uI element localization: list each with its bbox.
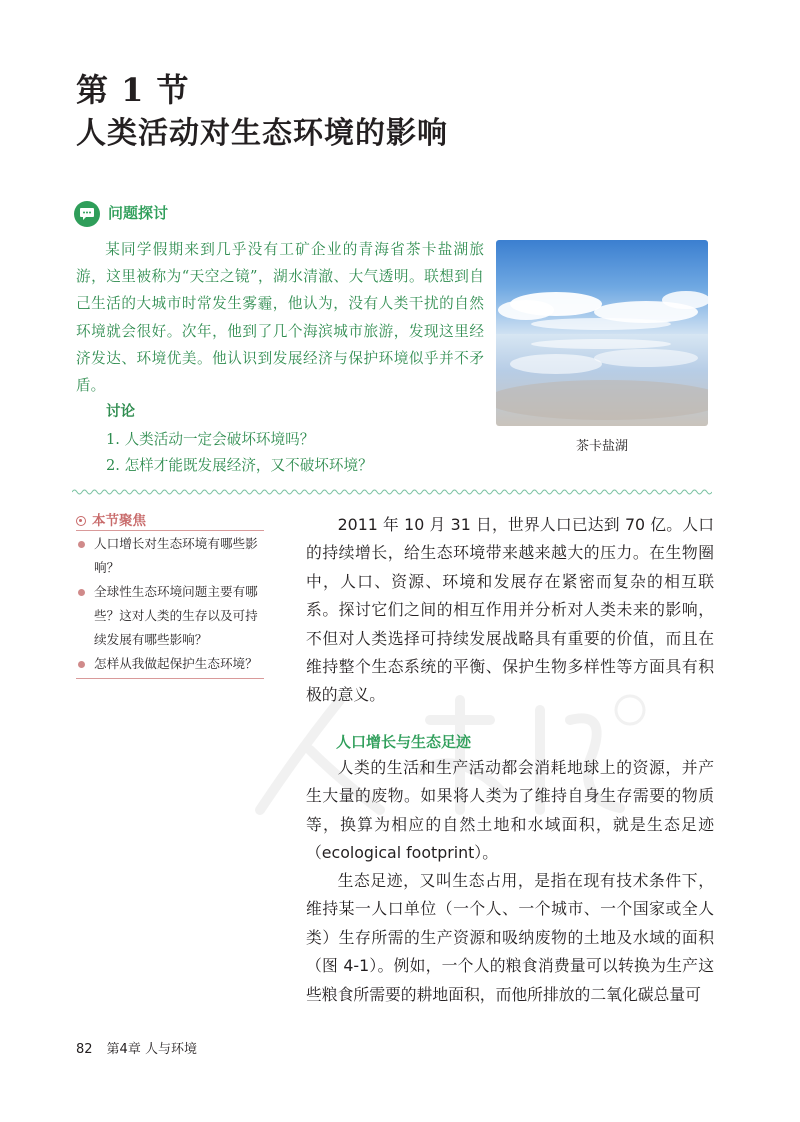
focus-bottom-rule: [76, 678, 264, 679]
chapter-label: 第4章 人与环境: [106, 1042, 197, 1057]
section-title: 人口增长与生态足迹: [336, 733, 472, 751]
focus-item: 怎样从我做起保护生态环境？: [76, 652, 266, 676]
intro-paragraph: 2011 年 10 月 31 日，世界人口已达到 70 亿。人口的持续增长，给生态环境带来越来越大的压力。在生物圈中，人口、资源、环境和发展存在紧密而复杂的相互联系。探讨它们之间的相互作用并分析对人类未来的影响，不但对人类选择可持续发展战略具有重要的价值，而且在维持整个生态系统的平衡、保护生物多样性等方面具有积极的意义。: [306, 515, 714, 705]
focus-top-rule: [76, 530, 264, 531]
page-title: 人类活动对生态环境的影响: [76, 116, 448, 151]
section-number: 第 1 节: [76, 71, 190, 109]
body-paragraph: 生态足迹，又叫生态占用，是指在现有技术条件下，维持某一人口单位（一个人、一个城市、一个国家或全人类）生存所需的生产资源和吸纳废物的土地及水域的面积（图 4-1）。例如，一个人的粮食消费量可以转换为生产这些粮食所需要的耕地面积，而他所排放的二氧化碳总量可: [306, 871, 714, 1004]
focus-header: [76, 512, 146, 530]
photo-caption: 茶卡盐湖: [575, 439, 628, 454]
inquiry-title: 问题探讨: [108, 204, 169, 222]
page-footer: [76, 1041, 197, 1059]
focus-item: 全球性生态环境问题主要有哪些？这对人类的生存以及可持续发展有哪些影响？: [76, 580, 266, 652]
focus-title: 本节聚焦: [92, 513, 146, 529]
target-icon: [76, 516, 86, 526]
discussion-question: 1. 人类活动一定会破坏环境吗？: [106, 431, 315, 448]
focus-item: 人口增长对生态环境有哪些影响？: [76, 532, 266, 580]
focus-list: [76, 532, 266, 676]
chat-bubble-icon: [74, 201, 100, 227]
salt-lake-photo: [496, 240, 708, 426]
discussion-question: 2. 怎样才能既发展经济，又不破坏环境？: [106, 457, 373, 474]
page-number: 82: [76, 1042, 93, 1057]
wavy-divider: [72, 482, 712, 492]
discussion-title: 讨论: [106, 404, 135, 420]
inquiry-paragraph: 某同学假期来到几乎没有工矿企业的青海省茶卡盐湖旅游，这里被称为“天空之镜”，湖水清澈、大气透明。联想到自己生活的大城市时常发生雾霾，他认为，没有人类干扰的自然环境就会很好。次年，他到了几个海滨城市旅游，发现这里经济发达、环境优美。他认识到发展经济与保护环境似乎并不矛盾。: [76, 241, 484, 395]
body-paragraph: 人类的生活和生产活动都会消耗地球上的资源，并产生大量的废物。如果将人类为了维持自身生存需要的物质等，换算为相应的自然土地和水域面积，就是生态足迹（ecological footprint）。: [306, 758, 714, 863]
